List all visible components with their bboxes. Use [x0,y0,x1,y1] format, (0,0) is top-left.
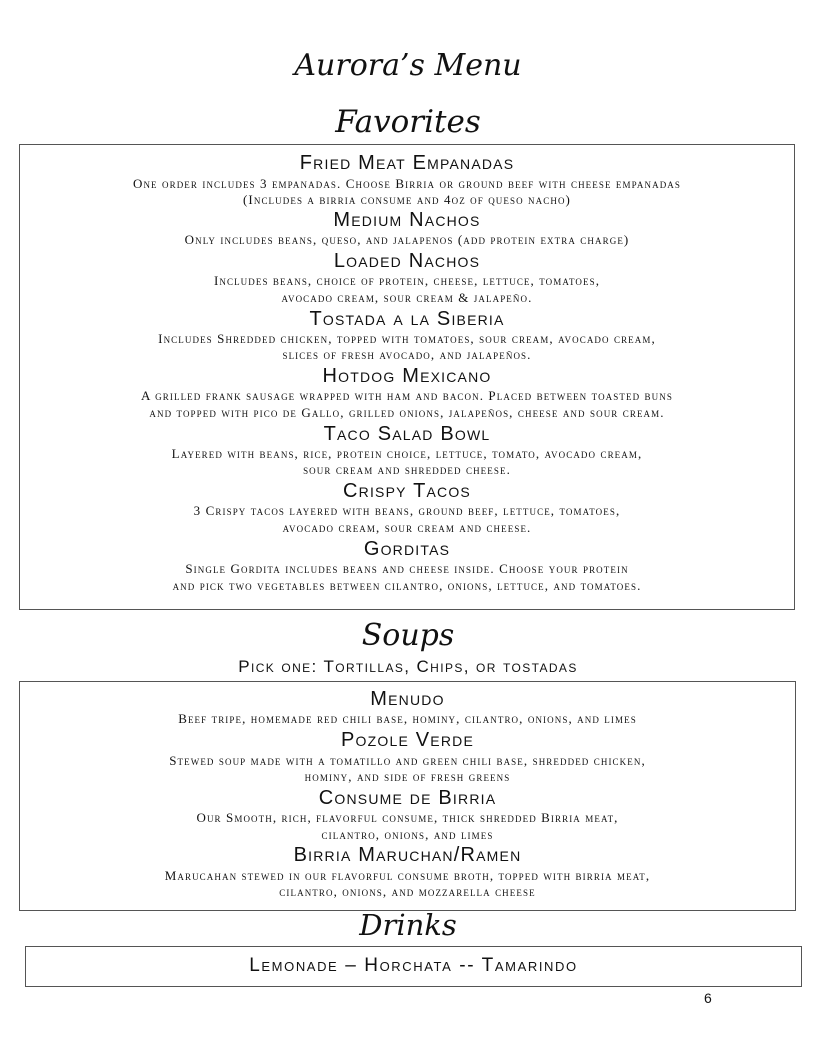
item-description: Includes beans, choice of protein, cheese, lettuce, tomatoes, [213,273,601,288]
favorites-heading: Favorites [335,104,481,140]
page-number: 6 [704,990,712,1006]
item-name: Menudo [370,688,445,710]
drinks-heading: Drinks [359,908,457,942]
item-name: Loaded Nachos [333,250,481,272]
item-description: Beef tripe, homemade red chili base, hominy, cilantro, onions, and limes [178,711,637,726]
item-name: Tostada a la Siberia [309,308,505,330]
item-description: A grilled frank sausage wrapped with ham and bacon. Placed between toasted buns [141,388,673,403]
item-description: slices of fresh avocado, and jalapeños. [282,347,532,362]
item-name: Consume de Birria [318,787,497,809]
item-name: Gorditas [363,538,451,560]
item-description: and topped with pico de Gallo, grilled onions, jalapeños, cheese and sour cream. [149,405,665,420]
item-description: (Includes a birria consume and 4oz of queso nacho) [242,192,571,207]
item-description: hominy, and side of fresh greens [304,769,511,784]
drinks-list: Lemonade – Horchata -- Tamarindo [249,955,578,976]
item-name: Medium Nachos [333,209,481,231]
item-description: Marucahan stewed in our flavorful consume broth, topped with birria meat, [164,868,651,883]
item-name: Pozole Verde [341,729,474,751]
item-description: avocado cream, sour cream and cheese. [282,520,532,535]
item-description: Layered with beans, rice, protein choice, lettuce, tomato, avocado cream, [171,446,643,461]
item-name: Birria Maruchan/Ramen [293,844,522,866]
item-description: Our Smooth, rich, flavorful consume, thick shredded Birria meat, [196,810,619,825]
menu-title: Aurora’s Menu [294,48,522,83]
soups-box [19,681,796,911]
item-description: cilantro, onions, and mozzarella cheese [279,884,536,899]
soups-subheading: Pick one: Tortillas, Chips, or tostadas [238,657,578,676]
item-name: Fried Meat Empanadas [299,152,515,174]
drinks-box [25,946,802,987]
item-description: One order includes 3 empanadas. Choose Birria or ground beef with cheese empanadas [132,176,682,191]
item-description: Includes Shredded chicken, topped with tomatoes, sour cream, avocado cream, [158,331,656,346]
soups-heading: Soups [361,618,455,653]
favorites-box [19,144,795,610]
item-description: avocado cream, sour cream & jalapeño. [281,290,533,305]
item-description: cilantro, onions, and limes [321,827,494,842]
item-description: Stewed soup made with a tomatillo and green chili base, shredded chicken, [169,753,646,768]
item-description: sour cream and shredded cheese. [303,462,511,477]
item-name: Taco Salad Bowl [323,423,491,445]
item-description: and pick two vegetables between cilantro, onions, lettuce, and tomatoes. [172,578,642,593]
item-description: Only includes beans, queso, and jalapenos (add protein extra charge) [184,232,630,247]
item-description: 3 Crispy tacos layered with beans, ground beef, lettuce, tomatoes, [193,503,621,518]
item-description: Single Gordita includes beans and cheese inside. Choose your protein [185,561,629,576]
item-name: Hotdog Mexicano [322,365,492,387]
item-name: Crispy Tacos [343,480,471,502]
